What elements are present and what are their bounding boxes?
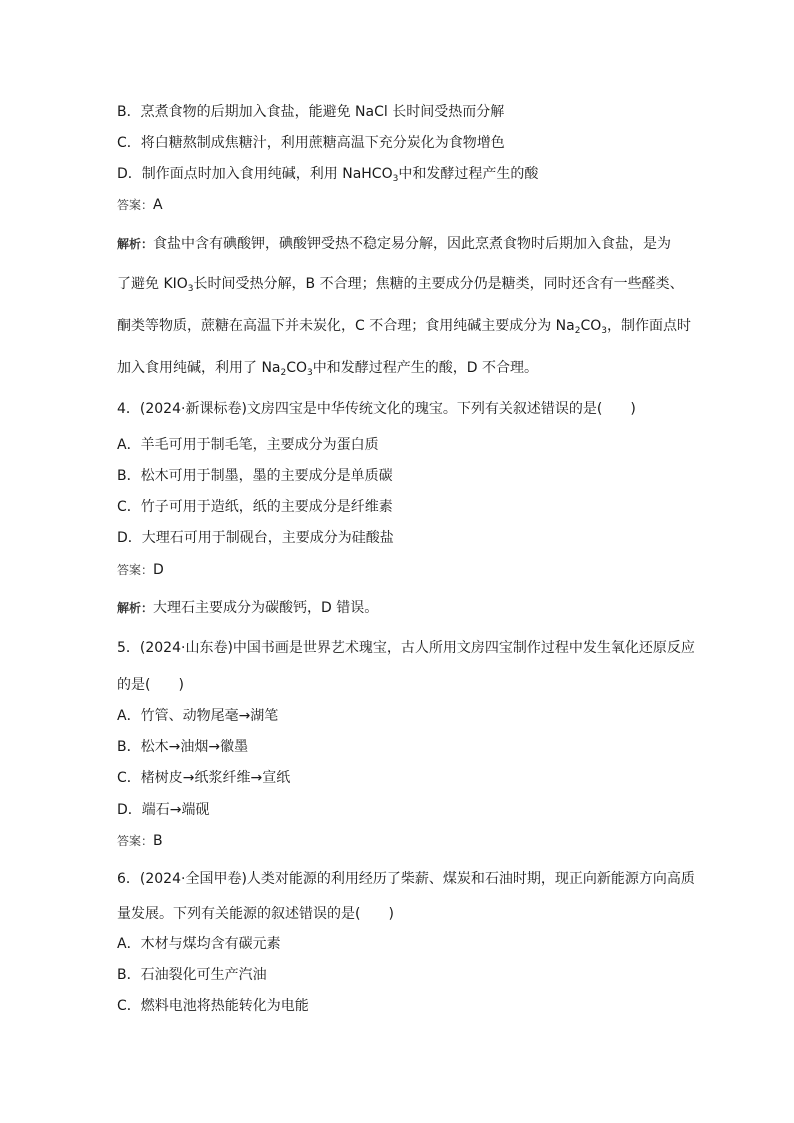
text: 长时间受热分解，B 不合理；焦糖的主要成分仍是糖类，同时还含有一些醛类、 — [193, 276, 684, 292]
q3-answer — [117, 195, 694, 215]
text: 食盐中含有碘酸钾，碘酸钾受热不稳定易分解，因此烹煮食物时后期加入食盐，是为 — [153, 236, 672, 252]
q3-explanation-line-1 — [117, 234, 694, 254]
text: D．制作面点时加入食用纯碱，利用 NaHCO — [117, 166, 393, 182]
q3-option-b: B．烹煮食物的后期加入食盐，能避免 NaCl 长时间受热而分解 — [117, 104, 505, 120]
subscript: 2 — [574, 326, 581, 336]
subscript: 3 — [307, 368, 313, 378]
q4-option-a: A．羊毛可用于制毛笔，主要成分为蛋白质 — [117, 437, 379, 453]
q5-answer — [117, 831, 694, 851]
answer-value: A — [153, 197, 163, 213]
q5-option-b: B．松木→油烟→徽墨 — [117, 739, 249, 755]
subscript: 2 — [280, 368, 287, 378]
q4-option-b: B．松木可用于制墨，墨的主要成分是单质碳 — [117, 468, 393, 484]
q5-option-c: C．楮树皮→纸浆纤维→宣纸 — [117, 770, 291, 786]
q6-option-b: B．石油裂化可生产汽油 — [117, 967, 267, 983]
q5-option-a: A．竹管、动物尾毫→湖笔 — [117, 708, 279, 724]
answer-label: 答案： — [117, 834, 154, 848]
explanation-label: 解析： — [117, 237, 154, 251]
subscript: 3 — [601, 326, 607, 336]
q4-answer — [117, 560, 694, 580]
q6-option-c: C．燃料电池将热能转化为电能 — [117, 998, 309, 1014]
text: 中和发酵过程产生的酸 — [398, 166, 539, 182]
text: CO — [580, 318, 602, 334]
q4-stem: 4．(2024·新课标卷)文房四宝是中华传统文化的瑰宝。下列有关叙述错误的是( ) — [117, 401, 636, 417]
q3-explanation-line-3 — [117, 316, 694, 338]
answer-label: 答案： — [117, 198, 154, 212]
text: 了避免 KIO — [117, 276, 188, 292]
text: CO — [286, 360, 308, 376]
text: 酮类等物质，蔗糖在高温下并未炭化，C 不合理；食用纯碱主要成分为 Na — [117, 318, 575, 334]
q6-option-a: A．木材与煤均含有碳元素 — [117, 936, 281, 952]
q3-option-d — [117, 164, 694, 186]
q5-stem-line-2: 的是( ) — [117, 677, 184, 693]
q4-option-c: C．竹子可用于造纸，纸的主要成分是纤维素 — [117, 499, 393, 515]
text: 加入食用纯碱，利用了 Na — [117, 360, 281, 376]
q3-option-c: C．将白糖熬制成焦糖汁，利用蔗糖高温下充分炭化为食物增色 — [117, 135, 505, 151]
q6-stem-line-1: 6．(2024·全国甲卷)人类对能源的利用经历了柴薪、煤炭和石油时期，现正向新能源方向高质 — [117, 871, 695, 887]
q5-option-d: D．端石→端砚 — [117, 802, 210, 818]
text: 中和发酵过程产生的酸，D 不合理。 — [312, 360, 539, 376]
explanation-label: 解析： — [117, 601, 154, 615]
q6-stem-line-2: 量发展。下列有关能源的叙述错误的是( ) — [117, 906, 394, 922]
q4-explanation — [117, 598, 694, 618]
q4-option-d: D．大理石可用于制砚台，主要成分为硅酸盐 — [117, 530, 394, 546]
text: ，制作面点时 — [607, 318, 691, 334]
text: 大理石主要成分为碳酸钙，D 错误。 — [153, 600, 379, 616]
answer-value: D — [153, 562, 164, 578]
q3-explanation-line-2 — [117, 274, 694, 296]
q5-stem-line-1: 5．(2024·山东卷)中国书画是世界艺术瑰宝，古人所用文房四宝制作过程中发生氧化还原反应 — [117, 640, 695, 656]
q3-explanation-line-4 — [117, 358, 694, 380]
answer-label: 答案： — [117, 563, 154, 577]
subscript: 3 — [187, 284, 194, 294]
subscript: 3 — [392, 174, 399, 184]
answer-value: B — [153, 833, 163, 849]
